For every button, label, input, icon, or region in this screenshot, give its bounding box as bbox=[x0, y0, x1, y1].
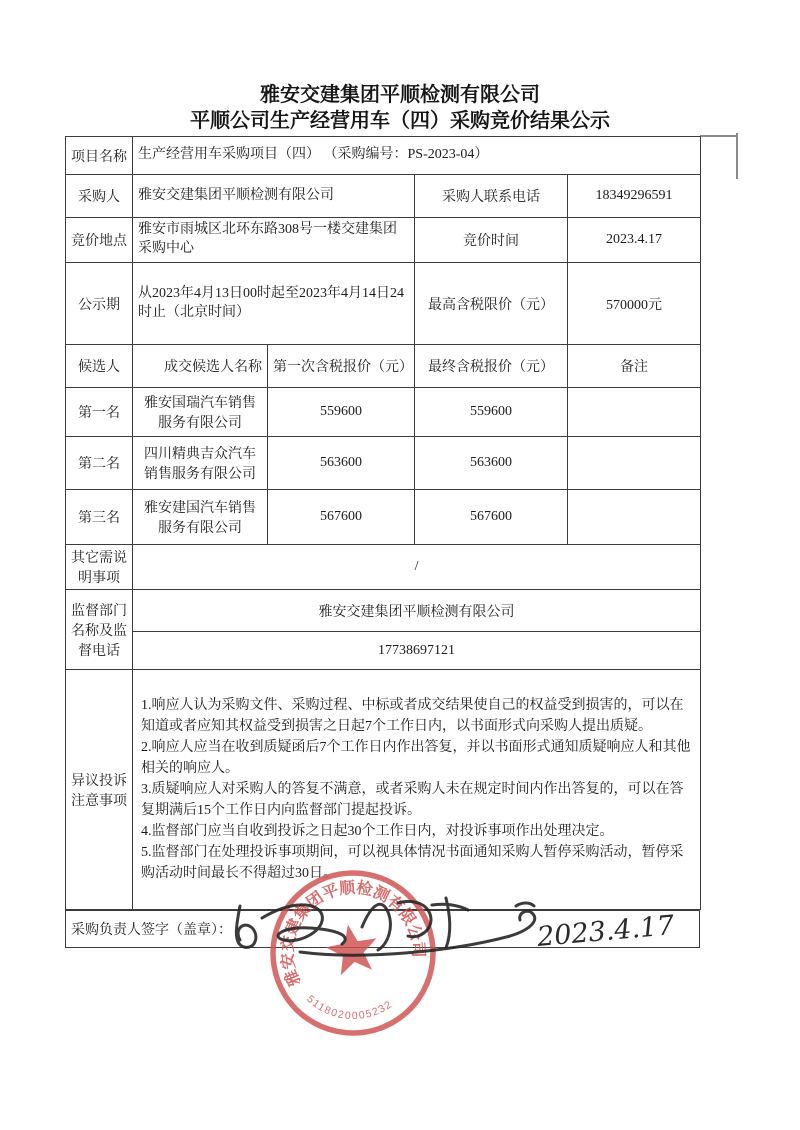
candidate-row-1 bbox=[66, 388, 701, 437]
page-title-line1: 雅安交建集团平顺检测有限公司 bbox=[260, 84, 540, 106]
publicity-label-cell: 公示期 bbox=[66, 263, 133, 345]
notice-item-2: 2.响应人应当在收到质疑函后7个工作日内作出答复，并以书面形式通知质疑响应人和其他相关的响应人。 bbox=[141, 740, 691, 776]
candidate-rank-cell: 第一名 bbox=[66, 388, 133, 437]
candidate-col-header: 候选人 bbox=[66, 345, 133, 388]
table-row-notice bbox=[66, 670, 701, 910]
stamp-company-text: 雅安交建集团平顺检测有限公司 bbox=[279, 879, 427, 989]
candidates-header-row bbox=[66, 345, 701, 388]
candidate-final-price-cell: 567600 bbox=[415, 490, 568, 545]
time-value-cell: 2023.4.17 bbox=[568, 218, 701, 263]
candidate-first-price-cell: 567600 bbox=[268, 490, 415, 545]
project-value-cell: 生产经营用车采购项目（四） （采购编号：PS-2023-04） bbox=[133, 137, 701, 175]
supervision-phone-cell: 17738697121 bbox=[133, 632, 701, 670]
supervision-name-cell: 雅安交建集团平顺检测有限公司 bbox=[133, 590, 701, 632]
page-title bbox=[0, 82, 800, 134]
candidate-name-header: 成交候选人名称 bbox=[133, 345, 268, 388]
table-row-other bbox=[66, 545, 701, 590]
scan-artifact-line bbox=[736, 133, 738, 179]
table-row-place bbox=[66, 218, 701, 263]
supervision-label-cell: 监督部门名称及监督电话 bbox=[66, 590, 133, 670]
signature-label: 采购负责人签字（盖章）： bbox=[71, 923, 232, 938]
announcement-table bbox=[65, 136, 701, 910]
candidate-rank-cell: 第三名 bbox=[66, 490, 133, 545]
candidate-name-cell: 雅安建国汽车销售服务有限公司 bbox=[133, 490, 268, 545]
stamp-code-text: 5118020005232 bbox=[304, 993, 395, 1023]
table-row-supervision-name bbox=[66, 590, 701, 632]
notice-item-1: 1.响应人认为采购文件、采购过程、中标或者成交结果使自己的权益受到损害的，可以在知道或者应知其权益受到损害之日起7个工作日内，以书面形式向采购人提出质疑。 bbox=[141, 698, 684, 734]
candidate-name-cell: 四川精典吉众汽车销售服务有限公司 bbox=[133, 437, 268, 490]
notice-item-3: 3.质疑响应人对采购人的答复不满意，或者采购人未在规定时间内作出答复的，可以在答复期满后15个工作日内向监督部门提起投诉。 bbox=[141, 782, 684, 818]
candidate-remark-cell bbox=[568, 388, 701, 437]
candidate-final-price-cell: 559600 bbox=[415, 388, 568, 437]
notice-label-cell: 异议投诉注意事项 bbox=[66, 670, 133, 910]
candidate-first-price-cell: 559600 bbox=[268, 388, 415, 437]
publicity-value-cell: 从2023年4月13日00时起至2023年4月14日24时止（北京时间） bbox=[133, 263, 415, 345]
candidate-first-price-cell: 563600 bbox=[268, 437, 415, 490]
place-label-cell: 竞价地点 bbox=[66, 218, 133, 263]
notice-item-4: 4.监督部门应当自收到投诉之日起30个工作日内，对投诉事项作出处理决定。 bbox=[141, 824, 614, 839]
svg-text:5118020005232 bbox=[303, 979, 396, 1030]
buyer-phone-value-cell: 18349296591 bbox=[568, 175, 701, 218]
notice-text-cell bbox=[133, 670, 701, 910]
remark-header: 备注 bbox=[568, 345, 701, 388]
max-price-value-cell: 570000元 bbox=[568, 263, 701, 345]
candidate-name-cell: 雅安国瑞汽车销售服务有限公司 bbox=[133, 388, 268, 437]
time-label-cell: 竞价时间 bbox=[415, 218, 568, 263]
first-price-header: 第一次含税报价（元） bbox=[268, 345, 415, 388]
handwritten-date: 2023.4.17 bbox=[535, 910, 676, 953]
table-row-project bbox=[66, 137, 701, 175]
place-value-cell: 雅安市雨城区北环东路308号一楼交建集团采购中心 bbox=[133, 218, 415, 263]
page-title-line2: 平顺公司生产经营用车（四）采购竞价结果公示 bbox=[190, 110, 610, 132]
candidate-remark-cell bbox=[568, 437, 701, 490]
buyer-value-cell: 雅安交建集团平顺检测有限公司 bbox=[133, 175, 415, 218]
final-price-header: 最终含税报价（元） bbox=[415, 345, 568, 388]
candidate-remark-cell bbox=[568, 490, 701, 545]
notice-item-5: 5.监督部门在处理投诉事项期间，可以视具体情况书面通知采购人暂停采购活动，暂停采购活动时间最长不得超过30日。 bbox=[141, 845, 684, 881]
signature-row bbox=[65, 910, 700, 948]
table-row-buyer bbox=[66, 175, 701, 218]
other-value-cell: / bbox=[133, 545, 701, 590]
project-label-cell: 项目名称 bbox=[66, 137, 133, 175]
buyer-label-cell: 采购人 bbox=[66, 175, 133, 218]
candidate-final-price-cell: 563600 bbox=[415, 437, 568, 490]
other-label-cell: 其它需说明事项 bbox=[66, 545, 133, 590]
candidate-rank-cell: 第二名 bbox=[66, 437, 133, 490]
buyer-phone-label-cell: 采购人联系电话 bbox=[415, 175, 568, 218]
scan-artifact-line bbox=[700, 135, 738, 137]
table-row-publicity bbox=[66, 263, 701, 345]
table-row-supervision-phone bbox=[66, 632, 701, 670]
candidate-row-2 bbox=[66, 437, 701, 490]
max-price-label-cell: 最高含税限价（元） bbox=[415, 263, 568, 345]
candidate-row-3 bbox=[66, 490, 701, 545]
